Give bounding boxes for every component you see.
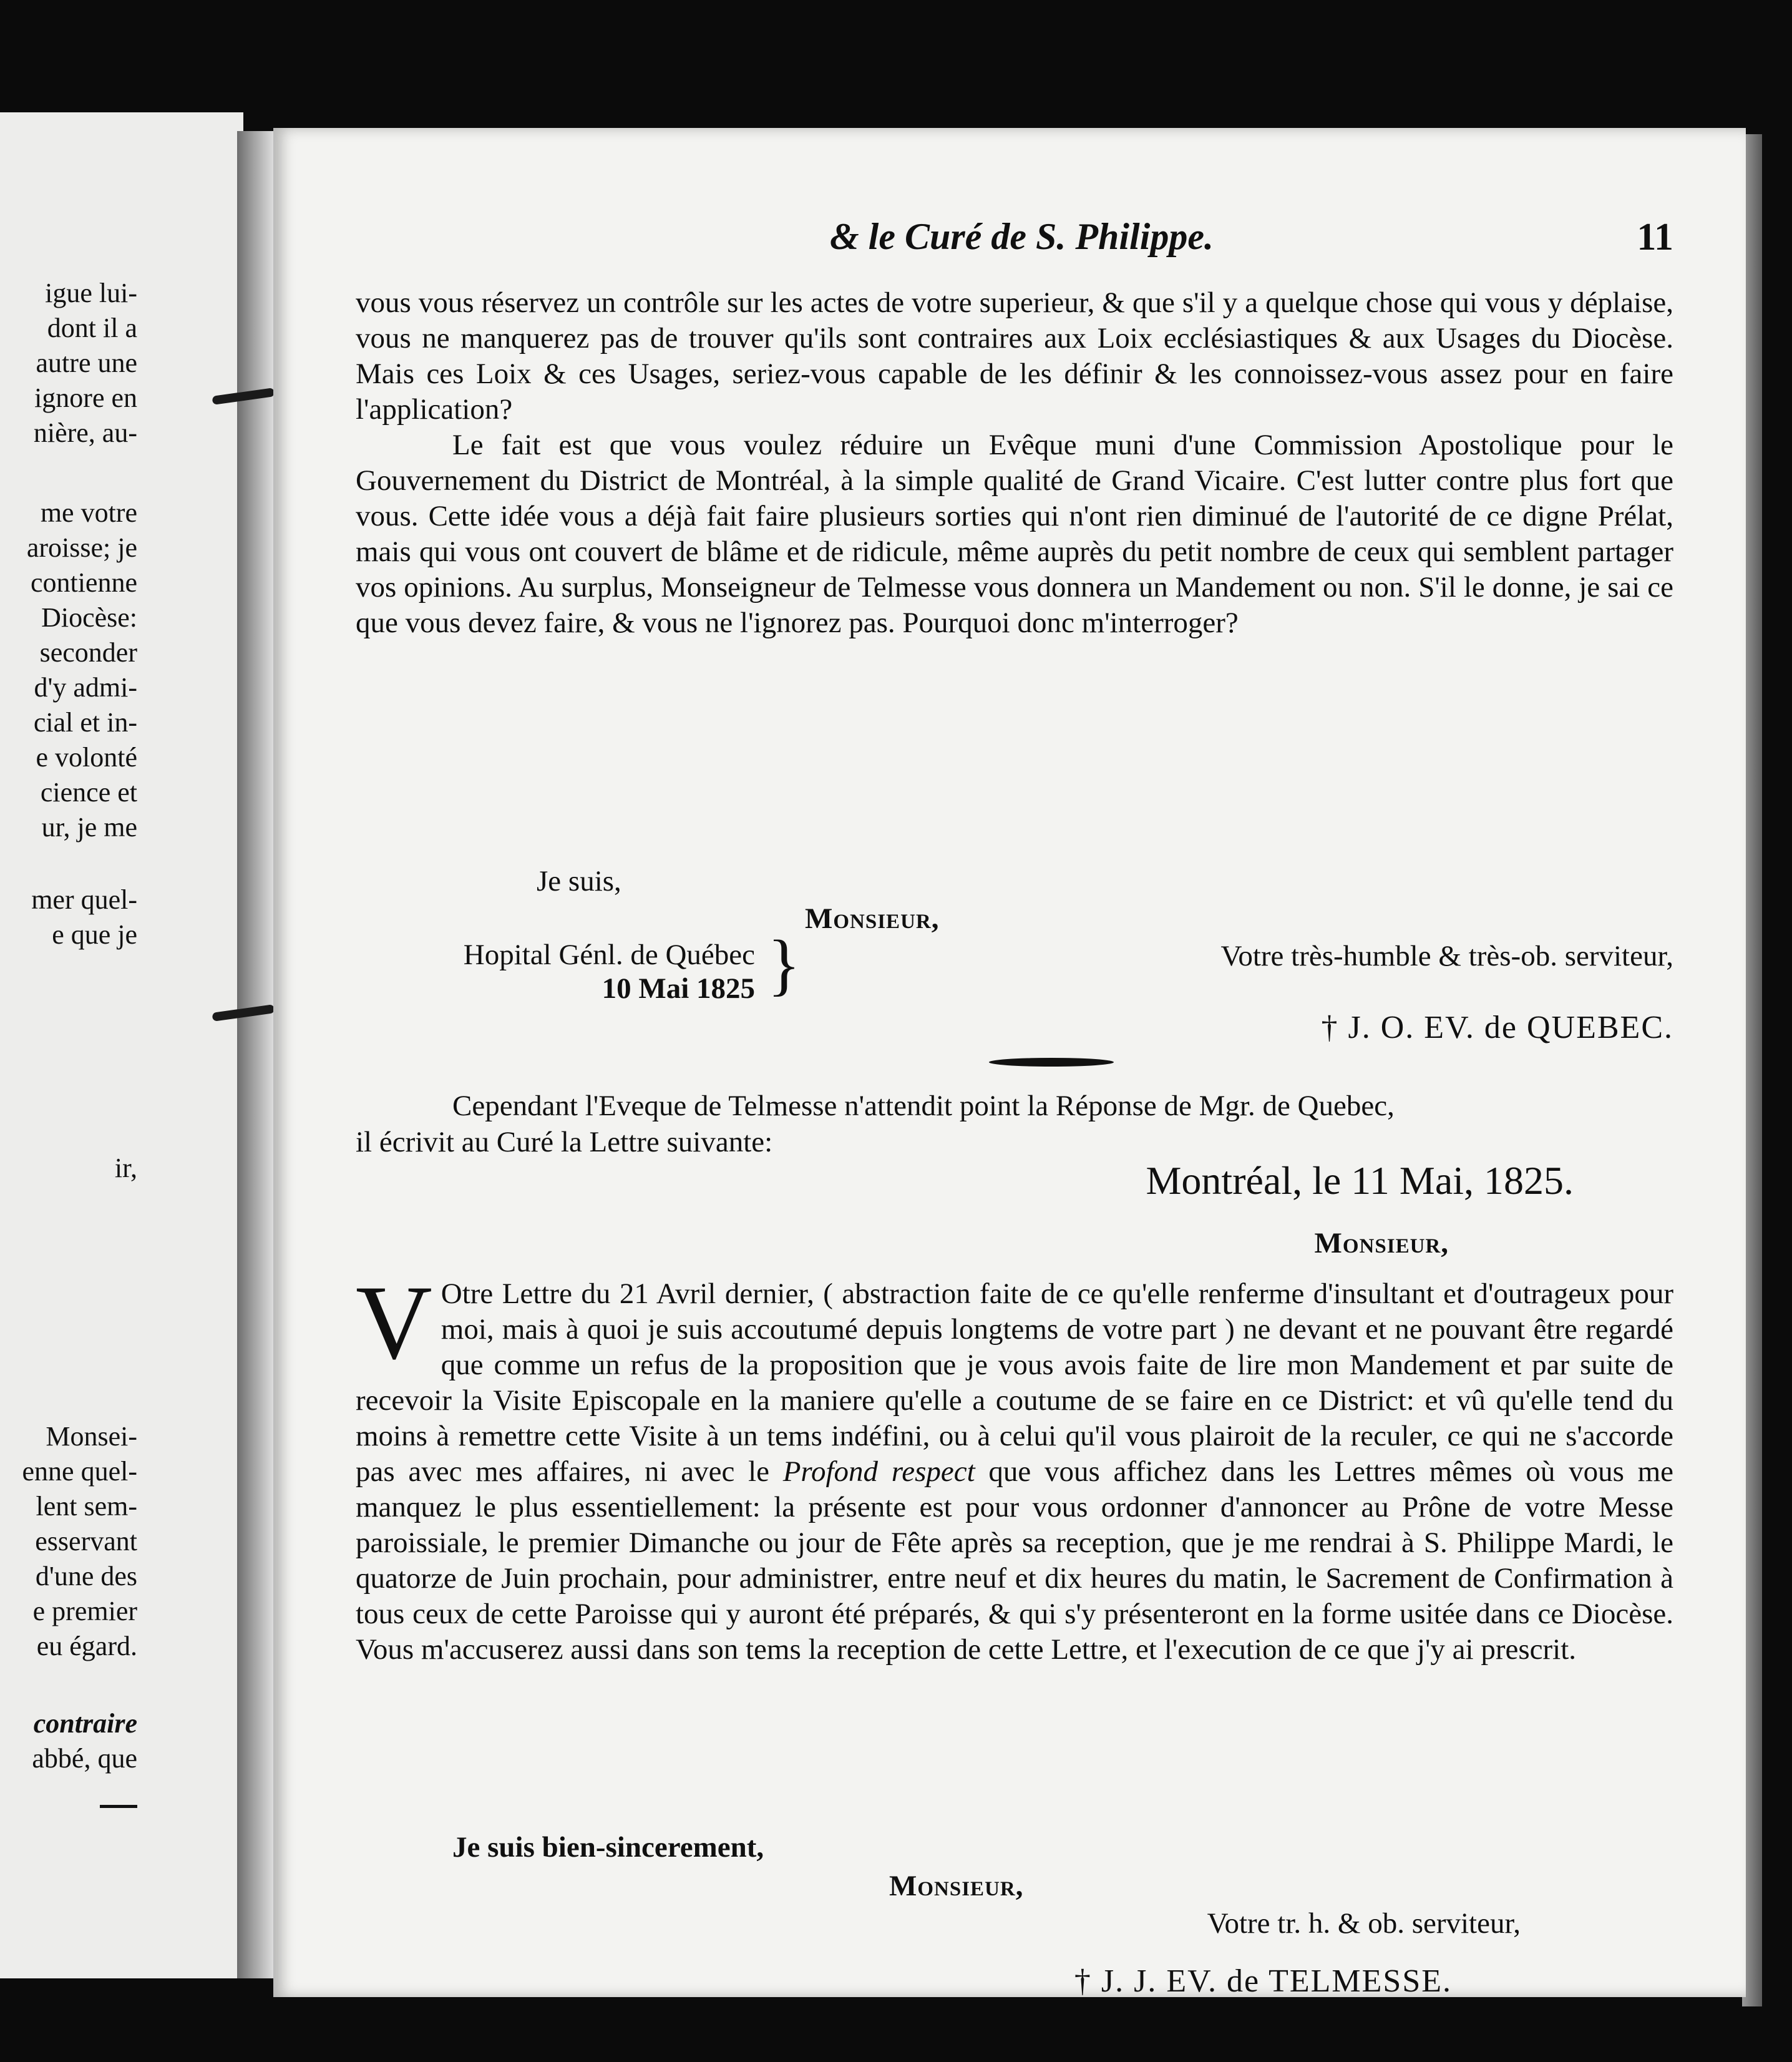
left-line: d'y admi-	[34, 672, 137, 703]
drop-cap: V	[356, 1264, 432, 1381]
left-line: abbé, que	[32, 1743, 137, 1774]
body-start: Otre Lettre du 21 Avril dernier, ( abstraction faite de ce qu'elle renferme d'insultant et d'outrageux pour moi, mais à quoi je suis accoutumé depuis longtems de votre part ) ne devant et ne pouvant être regardé que comme un refus de la proposition que je vous avois faite de lire mon Mandement et par suite de recevoir la Visite Episcopale en la maniere qu'elle a coutume de se faire en ce District: et vû qu'elle tend du moins à remettre cette Visite à un tems indéfini, ou à celui qu'il vous plairoit de la reculer, ce qui ne s'accorde pas avec mes affaires, ni avec le	[356, 1278, 1673, 1488]
left-line: cial et in-	[33, 707, 137, 738]
place-date-block	[393, 938, 755, 1005]
body-end: que vous affichez dans les Lettres mêmes où vous me manquez le plus essentiellement: la présente est pour vous ordonner d'annoncer au Prône de votre Messe paroissiale, le premier Dimanche ou jour de Fête après sa reception, que je me rendrai à S. Philippe Mardi, le quatorze de Juin prochain, pour administrer, entre neuf et dix heures du matin, le Sacrement de Confirmation à tous ceux de cette Paroisse qui y auront été préparés, & qui s'y présenteront en la forme usitée dans ce Diocèse. Vous m'accuserez aussi dans son tems la reception de cette Lettre, et l'execution de ce que j'y ai prescrit.	[356, 1455, 1674, 1666]
left-line: igue lui-	[45, 278, 137, 308]
left-line: aroisse; je	[26, 532, 137, 563]
closing: Je suis,	[537, 865, 621, 897]
left-line: enne quel-	[22, 1456, 137, 1487]
left-line: cience et	[40, 777, 137, 808]
book-gutter	[237, 131, 275, 1978]
left-line: Monsei-	[46, 1421, 137, 1452]
running-title: & le Curé de S. Philippe.	[830, 216, 1214, 257]
left-line: seconder	[39, 637, 137, 668]
left-line: e volonté	[36, 742, 137, 773]
servant: Votre très-humble & très-ob. serviteur,	[1220, 940, 1673, 972]
left-line: ignore en	[34, 383, 137, 413]
interlude-line: il écrivit au Curé la Lettre suivante:	[356, 1126, 773, 1158]
left-line: eu égard.	[36, 1631, 137, 1661]
left-line: dont il a	[47, 313, 137, 343]
left-line: Diocèse:	[41, 602, 137, 633]
left-line: e que je	[52, 919, 137, 950]
page-number: 11	[1637, 216, 1673, 258]
paragraph: Le fait est que vous voulez réduire un Evêque muni d'une Commission Apostolique pour le Gouvernement du District de Montréal, à la simple qualité de Grand Vicaire. C'est lutter contre plus fort que vous. Cette idée vous a déjà fait faire plusieurs sorties qui n'ont rien diminué de l'autorité de ce digne Prélat, mais qui vous ont couvert de blâme et de ridicule, même auprès du petit nombre de ceux qui semblent partager vos opinions. Au surplus, Monseigneur de Telmesse vous donnera un Mandement ou non. S'il le donne, je sai ce que vous devez faire, & vous ne l'ignorez pas. Pourquoi donc m'interroger?	[356, 429, 1673, 639]
left-line: d'une des	[35, 1561, 137, 1591]
date: 10 Mai 1825	[601, 972, 755, 1005]
left-line: autre une	[36, 348, 137, 378]
body-italic: Profond respect	[782, 1455, 975, 1488]
closing: Je suis bien-sincerement,	[452, 1831, 764, 1864]
letter-body	[356, 1264, 1674, 1668]
place: Hopital Génl. de Québec	[463, 939, 755, 971]
left-line: ur, je me	[41, 812, 137, 843]
left-line: e premier	[32, 1596, 137, 1626]
brace: }	[767, 926, 801, 1002]
left-line: lent sem-	[36, 1491, 137, 1522]
interlude-line: Cependant l'Eveque de Telmesse n'attendit point la Réponse de Mgr. de Quebec,	[452, 1090, 1395, 1122]
left-line: contraire	[33, 1708, 137, 1739]
salutation: Monsieur,	[889, 1870, 1024, 1902]
right-page	[273, 128, 1746, 1997]
salutation: Monsieur,	[805, 902, 940, 935]
paragraph: vous vous réservez un contrôle sur les actes de votre superieur, & que s'il y a quelque chose qui vous y déplaise, vous ne manquerez pas de trouver qu'ils sont contraires aux Loix ecclésiastiques & aux Usages du Diocèse. Mais ces Loix & ces Usages, seriez-vous capable de les définir & les connoissez-vous assez pour en faire l'application?	[356, 286, 1673, 426]
signature: † J. O. EV. de QUEBEC.	[1321, 1010, 1673, 1045]
dateline: Montréal, le 11 Mai, 1825.	[1146, 1158, 1574, 1203]
servant: Votre tr. h. & ob. serviteur,	[1207, 1907, 1521, 1940]
left-rule	[100, 1805, 137, 1808]
left-line: contienne	[30, 567, 137, 598]
section-divider	[356, 1052, 1673, 1070]
running-head	[356, 215, 1673, 259]
left-line: esservant	[35, 1526, 137, 1556]
divider-mark	[989, 1058, 1114, 1067]
signature: † J. J. EV. de TELMESSE.	[1074, 1963, 1452, 1997]
left-line: me votre	[40, 497, 137, 528]
salutation: Monsieur,	[1314, 1227, 1449, 1259]
left-line: mer quel-	[31, 884, 137, 915]
left-page-fragment	[0, 112, 243, 1978]
left-line: ir,	[114, 1153, 137, 1183]
left-line: nière, au-	[33, 418, 137, 448]
